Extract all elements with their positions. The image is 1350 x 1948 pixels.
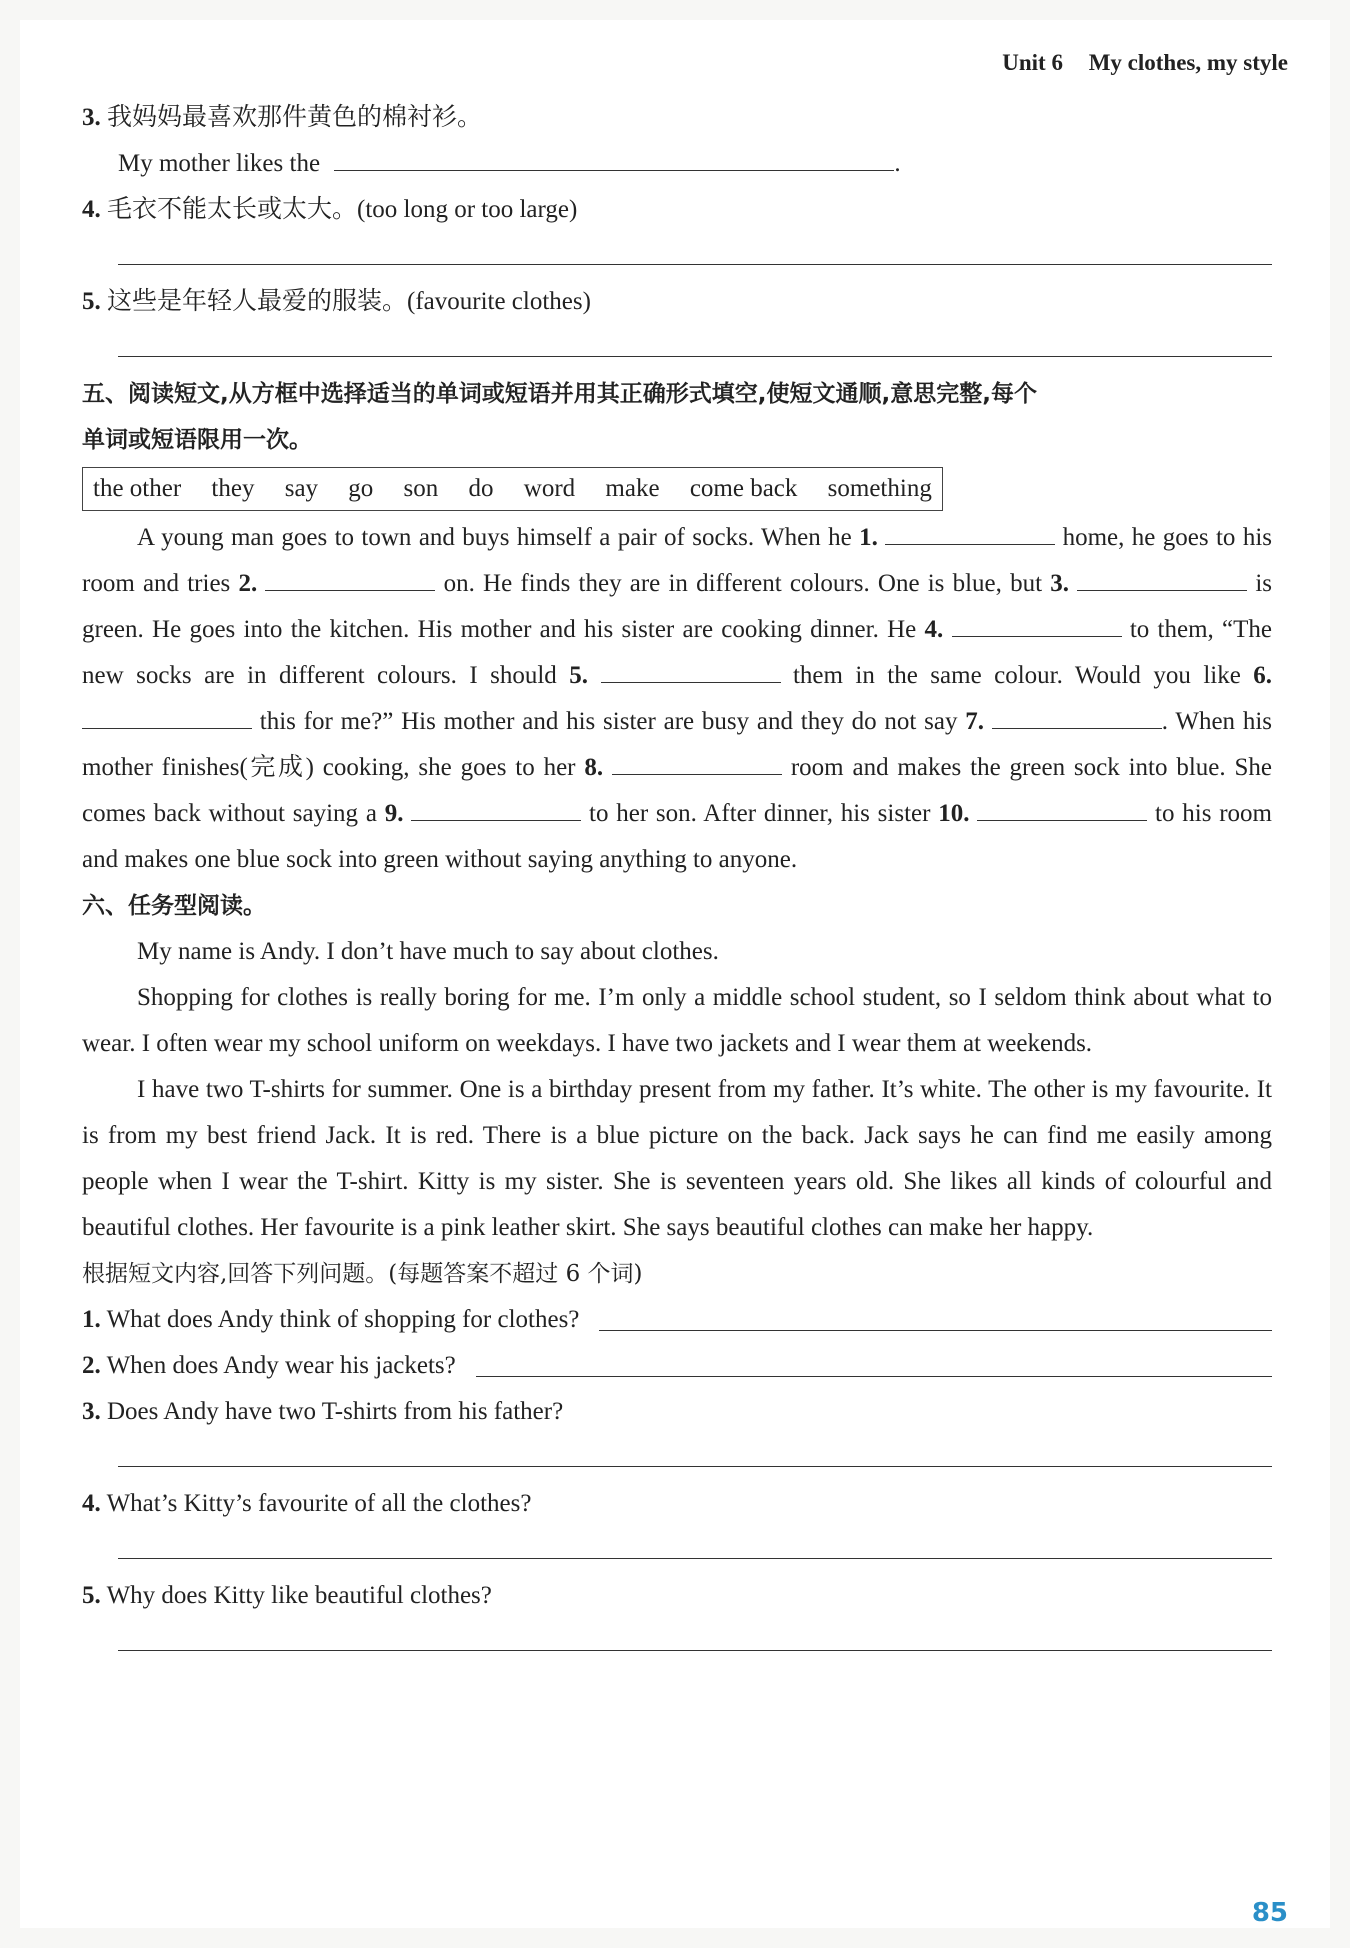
- passage-text: home, he goes to his room and tries: [82, 524, 1272, 597]
- question-text: Why does Kitty like beautiful clothes?: [106, 1582, 492, 1609]
- answer-line-2[interactable]: [476, 1376, 1272, 1377]
- blank-number: 7.: [965, 708, 984, 735]
- cloze-blank-3[interactable]: [1077, 564, 1247, 591]
- header-unit: Unit 6: [1002, 50, 1063, 75]
- word-option: son: [403, 475, 439, 502]
- answer-blank[interactable]: [334, 142, 894, 171]
- cloze-blank-7[interactable]: [992, 702, 1162, 729]
- passage-text: A young man goes to town and buys himself a pair of socks. When he: [137, 524, 860, 551]
- passage-text: . When his mother finishes(完成) cooking, she goes to her: [82, 708, 1272, 781]
- translation-q4-answer-line[interactable]: [118, 233, 1272, 279]
- word-option: say: [284, 475, 319, 502]
- question-number: 3.: [82, 104, 101, 131]
- question-chinese: 我妈妈最喜欢那件黄色的棉衬衫。: [107, 104, 483, 131]
- question-number: 5.: [82, 1582, 101, 1609]
- blank-number: 9.: [384, 800, 404, 827]
- translation-q5: [82, 279, 1272, 325]
- worksheet-content: [82, 95, 1272, 1665]
- blank-number: 6.: [1253, 662, 1273, 689]
- passage-text: to his room and makes one blue sock into green without saying anything to anyone.: [82, 800, 1272, 873]
- blank-number: 1.: [859, 524, 878, 551]
- answer-line-5[interactable]: [118, 1619, 1272, 1665]
- section-five-title-line1: 五、阅读短文,从方框中选择适当的单词或短语并用其正确形式填空,使短文通顺,意思完整,每个: [82, 381, 1037, 407]
- blank-number: 4.: [924, 616, 944, 643]
- word-option: they: [211, 475, 255, 502]
- blank-number: 5.: [569, 662, 589, 689]
- section-six-title: 六、任务型阅读。: [82, 893, 266, 919]
- page-number: 85: [1251, 1898, 1288, 1928]
- translation-q4: [82, 187, 1272, 233]
- cloze-blank-8[interactable]: [612, 748, 782, 775]
- answer-end: .: [894, 150, 901, 177]
- passage-text: on. He finds they are in different colours. One is blue, but: [435, 570, 1051, 597]
- passage-text: to her son. After dinner, his sister: [581, 800, 939, 827]
- running-header: [982, 50, 1288, 76]
- word-box: [82, 467, 943, 511]
- passage-text: them in the same colour. Would you like: [780, 662, 1254, 689]
- reading-paragraph-1: My name is Andy. I don’t have much to say about clothes.: [137, 938, 719, 965]
- question-chinese: 毛衣不能太长或太大。(too long or too large): [107, 196, 578, 223]
- reading-question-1: [82, 1297, 1272, 1343]
- reading-question-2: [82, 1343, 1272, 1389]
- passage-text: room and makes the green sock into blue. She comes back without saying a: [82, 754, 1273, 827]
- translation-q3: [82, 95, 1272, 141]
- word-option: go: [348, 475, 374, 502]
- section-five-title: [82, 371, 1272, 463]
- passage-text: is green. He goes into the kitchen. His mother and his sister are cooking dinner. He: [82, 570, 1272, 643]
- question-chinese: 这些是年轻人最爱的服装。(favourite clothes): [107, 288, 591, 315]
- cloze-passage: [82, 515, 1272, 883]
- question-number: 5.: [82, 288, 101, 315]
- answer-prefix: My mother likes the: [118, 150, 321, 177]
- passage-text: to them, “The new socks are in different colours. I should: [82, 616, 1272, 689]
- cloze-blank-4[interactable]: [952, 610, 1122, 637]
- cloze-blank-6[interactable]: [82, 702, 252, 729]
- passage-text: this for me?” His mother and his sister are busy and they do not say: [252, 708, 966, 735]
- word-option: make: [605, 475, 660, 502]
- cloze-blank-5[interactable]: [601, 656, 781, 683]
- question-text: Does Andy have two T-shirts from his father?: [107, 1398, 564, 1425]
- section-five-title-line2: 单词或短语限用一次。: [82, 427, 312, 453]
- question-text: What’s Kitty’s favourite of all the clothes?: [106, 1490, 532, 1517]
- cloze-blank-1[interactable]: [885, 518, 1055, 545]
- cloze-blank-9[interactable]: [411, 794, 581, 821]
- reading-paragraph-2: Shopping for clothes is really boring for me. I’m only a middle school student, so I seldom think about what to wear. I often wear my school uniform on weekdays. I have two jackets and I wear them at weekends.: [82, 984, 1272, 1057]
- question-text: 2. When does Andy wear his jackets?: [82, 1352, 456, 1379]
- word-option: the other: [93, 475, 182, 502]
- reading-paragraph-3: I have two T-shirts for summer. One is a birthday present from my father. It’s white. The other is my favourite. It is from my best friend Jack. It is red. There is a blue picture on the back. Jack says he can find me easily among people when I wear the T-shirt. Kitty is my sister. She is seventeen years old. She likes all kinds of colourful and beautiful clothes. Her favourite is a pink leather skirt. She says beautiful clothes can make her happy.: [82, 1076, 1272, 1241]
- word-option: something: [827, 475, 932, 502]
- reading-question-3: [82, 1389, 1272, 1435]
- reading-question-5: [82, 1573, 1272, 1619]
- question-text: 1. What does Andy think of shopping for clothes?: [82, 1306, 580, 1333]
- word-option: come back: [689, 475, 798, 502]
- question-number: 4.: [82, 1490, 101, 1517]
- cloze-blank-10[interactable]: [977, 794, 1147, 821]
- translation-q3-answer-line: [82, 141, 1272, 187]
- cloze-blank-2[interactable]: [265, 564, 435, 591]
- question-number: 4.: [82, 196, 101, 223]
- question-number: 3.: [82, 1398, 101, 1425]
- answer-line-3[interactable]: [118, 1435, 1272, 1481]
- answer-line-1[interactable]: [599, 1330, 1272, 1331]
- answer-instruction: 根据短文内容,回答下列问题。(每题答案不超过 6 个词): [82, 1261, 643, 1287]
- word-option: word: [523, 475, 576, 502]
- answer-line-4[interactable]: [118, 1527, 1272, 1573]
- blank-number: 3.: [1050, 570, 1069, 597]
- translation-q5-answer-line[interactable]: [118, 325, 1272, 371]
- word-option: do: [468, 475, 494, 502]
- blank-number: 2.: [238, 570, 258, 597]
- reading-question-4: [82, 1481, 1272, 1527]
- blank-number: 8.: [584, 754, 604, 781]
- blank-number: 10.: [938, 800, 970, 827]
- header-title: My clothes, my style: [1088, 50, 1288, 75]
